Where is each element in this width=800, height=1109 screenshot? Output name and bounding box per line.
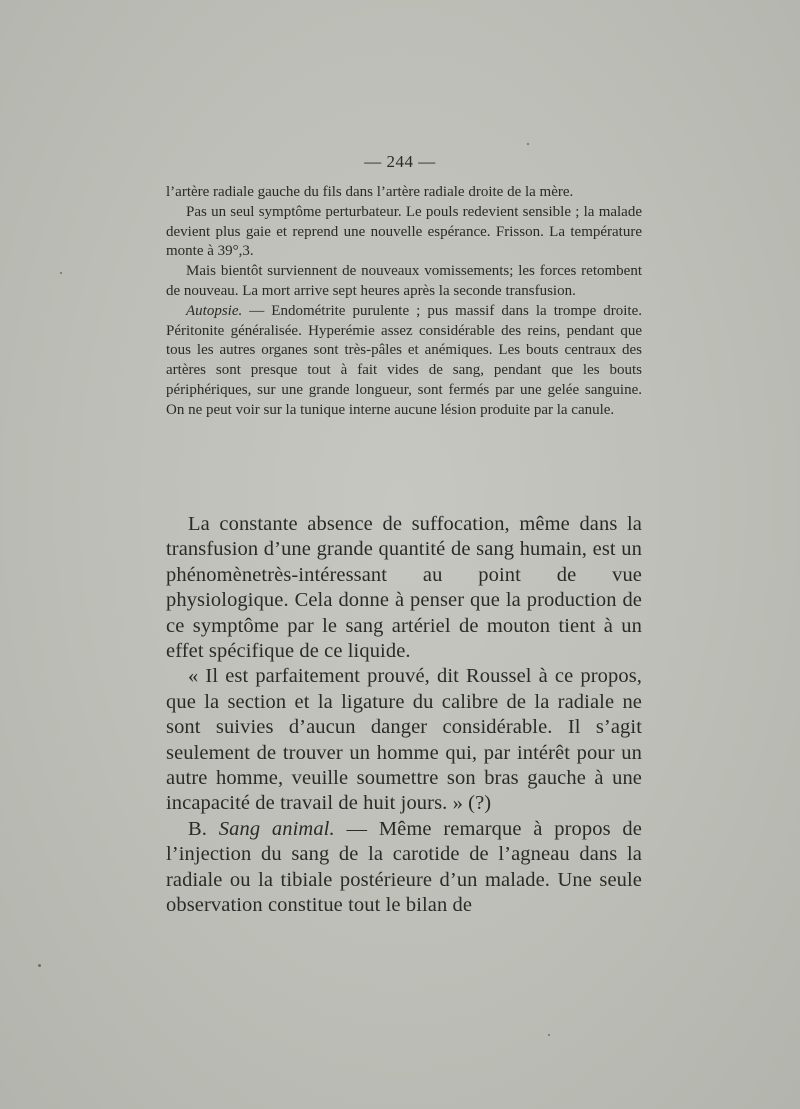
paragraph-text: Mais bientôt surviennent de nouveaux vomissements; les forces retombent de nouveau. La mort arrive sept heures après la seconde transfusion. bbox=[166, 263, 642, 299]
paper-speck bbox=[527, 143, 529, 145]
paper-speck bbox=[38, 964, 41, 967]
animal-blood-heading: Sang animal. bbox=[218, 817, 335, 840]
page-number: — 244 — bbox=[364, 152, 436, 171]
case-report-block bbox=[166, 183, 642, 421]
autopsy-heading: Autopsie. bbox=[186, 302, 243, 319]
paragraph-symptoms bbox=[166, 203, 642, 262]
paragraph-text: Pas un seul symptôme perturbateur. Le pouls redevient sensible ; la malade devient plus gaie et reprend une nouvelle espérance. Frisson. La température monte à 39°,3. bbox=[166, 203, 642, 260]
paragraph-roussel-quote bbox=[166, 664, 642, 816]
paragraph-text: La constante absence de suffocation, même dans la transfusion d’une grande quantité de sang humain, est un phénomènetrès-intéressant au point de vue physiologique. Cela donne à penser que la production de ce symptôme par le sang artériel de mouton tient à un effet spécifique de ce liquide. bbox=[166, 513, 642, 663]
paragraph-animal-blood bbox=[166, 817, 642, 919]
section-letter: B. bbox=[188, 817, 219, 840]
paper-speck bbox=[548, 1034, 550, 1036]
main-text-block bbox=[166, 512, 642, 919]
paragraph-text: « Il est parfaitement prouvé, dit Roussel à ce propos, que la section et la ligature du calibre de la radiale ne sont suivies d’aucun danger considérable. Il s’agit seulement de trouver un homme qui, par intérêt pour un autre homme, veuille soumettre son bras gauche à une incapacité de travail de huit jours. » (?) bbox=[166, 665, 642, 815]
paragraph-suffocation bbox=[166, 512, 642, 664]
paragraph-autopsy bbox=[166, 302, 642, 421]
paragraph-continuation bbox=[166, 183, 642, 203]
paper-speck bbox=[60, 272, 62, 274]
paragraph-text: — Même remarque à propos de l’injection du sang de la carotide de l’agneau dans la radiale ou la tibiale postérieure d’un malade. Une seule observation constitue tout le bilan de bbox=[166, 817, 642, 917]
paragraph-text: — Endométrite purulente ; pus massif dans la trompe droite. Péritonite généralisée. Hyperémie assez considérable des reins, pendant que tous les autres organes sont très-pâles et anémiques. Les bouts centraux des artères sont presque tout à fait vides de sang, pendant que les bouts périphériques, sur une grande longueur, sont fermés par une gelée sanguine. On ne peut voir sur la tunique interne aucune lésion produite par la canule. bbox=[166, 302, 642, 418]
paragraph-outcome bbox=[166, 262, 642, 302]
paragraph-text: l’artère radiale gauche du fils dans l’artère radiale droite de la mère. bbox=[166, 184, 574, 200]
